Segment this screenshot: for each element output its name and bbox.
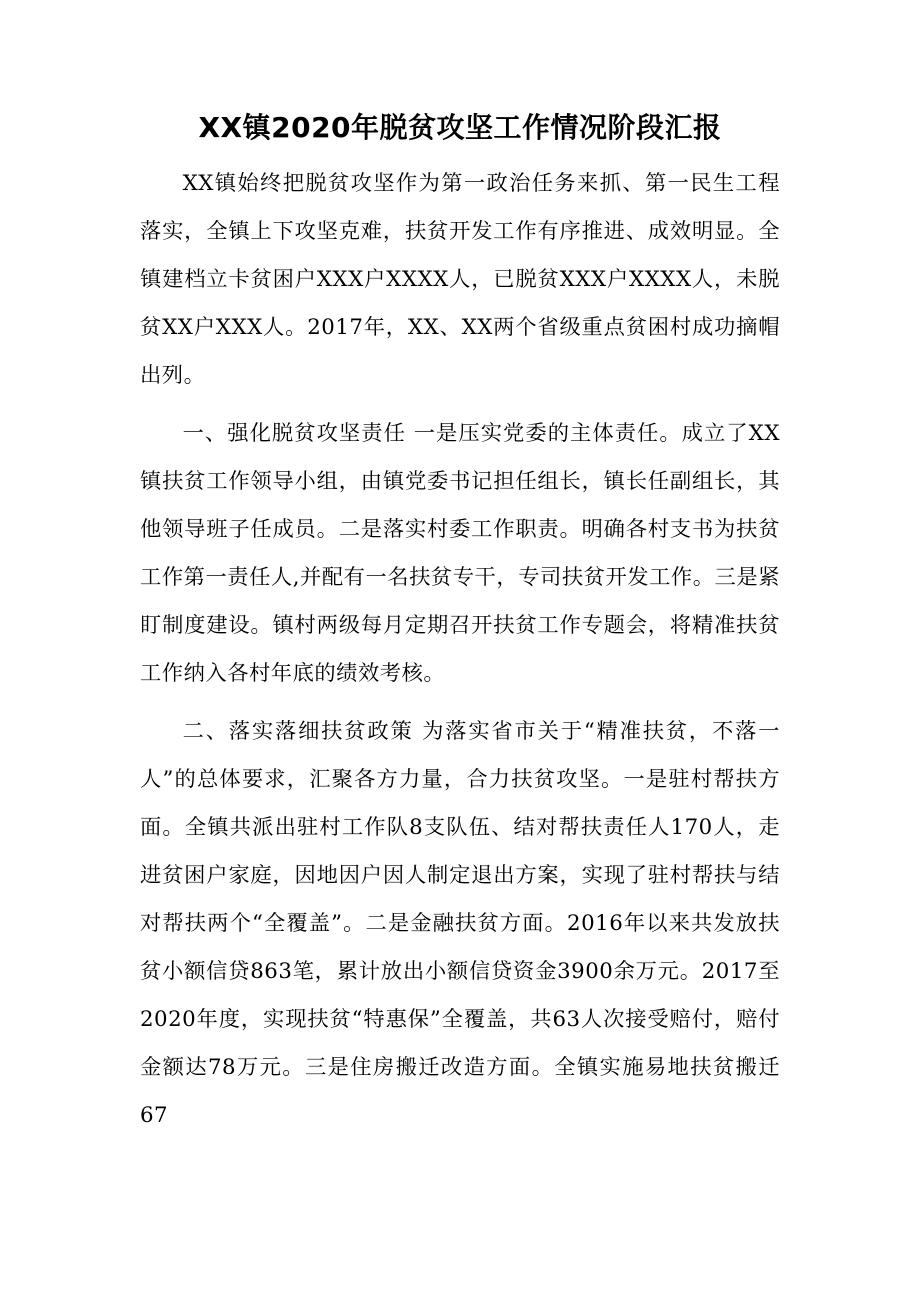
document-page <box>140 108 780 1150</box>
section-2-heading: 二、落实落细扶贫政策 <box>182 719 423 744</box>
paragraph-section-1 <box>140 410 780 698</box>
paragraph-intro <box>140 160 780 400</box>
section-1-heading: 一、强化脱贫攻坚责任 <box>182 421 414 446</box>
section-2-text: 为落实省市关于“精准扶贫，不落一人”的总体要求，汇聚各方力量，合力扶贫攻坚。一是驻村帮扶方面。全镇共派出驻村工作队8支队伍、结对帮扶责任人170人，走进贫困户家庭，因地因户因人制定退出方案，实现了驻村帮扶与结对帮扶两个“全覆盖”。二是金融扶贫方面。2016年以来共发放扶贫小额信贷863笔，累计放出小额信贷资金3900余万元。2017至2020年度，实现扶贫“特惠保”全覆盖，共63人次接受赔付，赔付金额达78万元。三是住房搬迁改造方面。全镇实施易地扶贫搬迁67 <box>140 719 780 1128</box>
paragraph-intro-text: XX镇始终把脱贫攻坚作为第一政治任务来抓、第一民生工程落实，全镇上下攻坚克难，扶贫开发工作有序推进、成效明显。全镇建档立卡贫困户XXX户XXXX人，已脱贫XXX户XXXX人，未脱贫XX户XXX人。2017年，XX、XX两个省级重点贫困村成功摘帽出列。 <box>140 171 780 388</box>
paragraph-section-2 <box>140 708 780 1140</box>
document-title: XX镇2020年脱贫攻坚工作情况阶段汇报 <box>198 111 722 144</box>
section-1-text: 一是压实党委的主体责任。成立了XX镇扶贫工作领导小组，由镇党委书记担任组长，镇长任副组长，其他领导班子任成员。二是落实村委工作职责。明确各村支书为扶贫工作第一责任人,并配有一名扶贫专干，专司扶贫开发工作。三是紧盯制度建设。镇村两级每月定期召开扶贫工作专题会，将精准扶贫工作纳入各村年底的绩效考核。 <box>140 421 781 686</box>
